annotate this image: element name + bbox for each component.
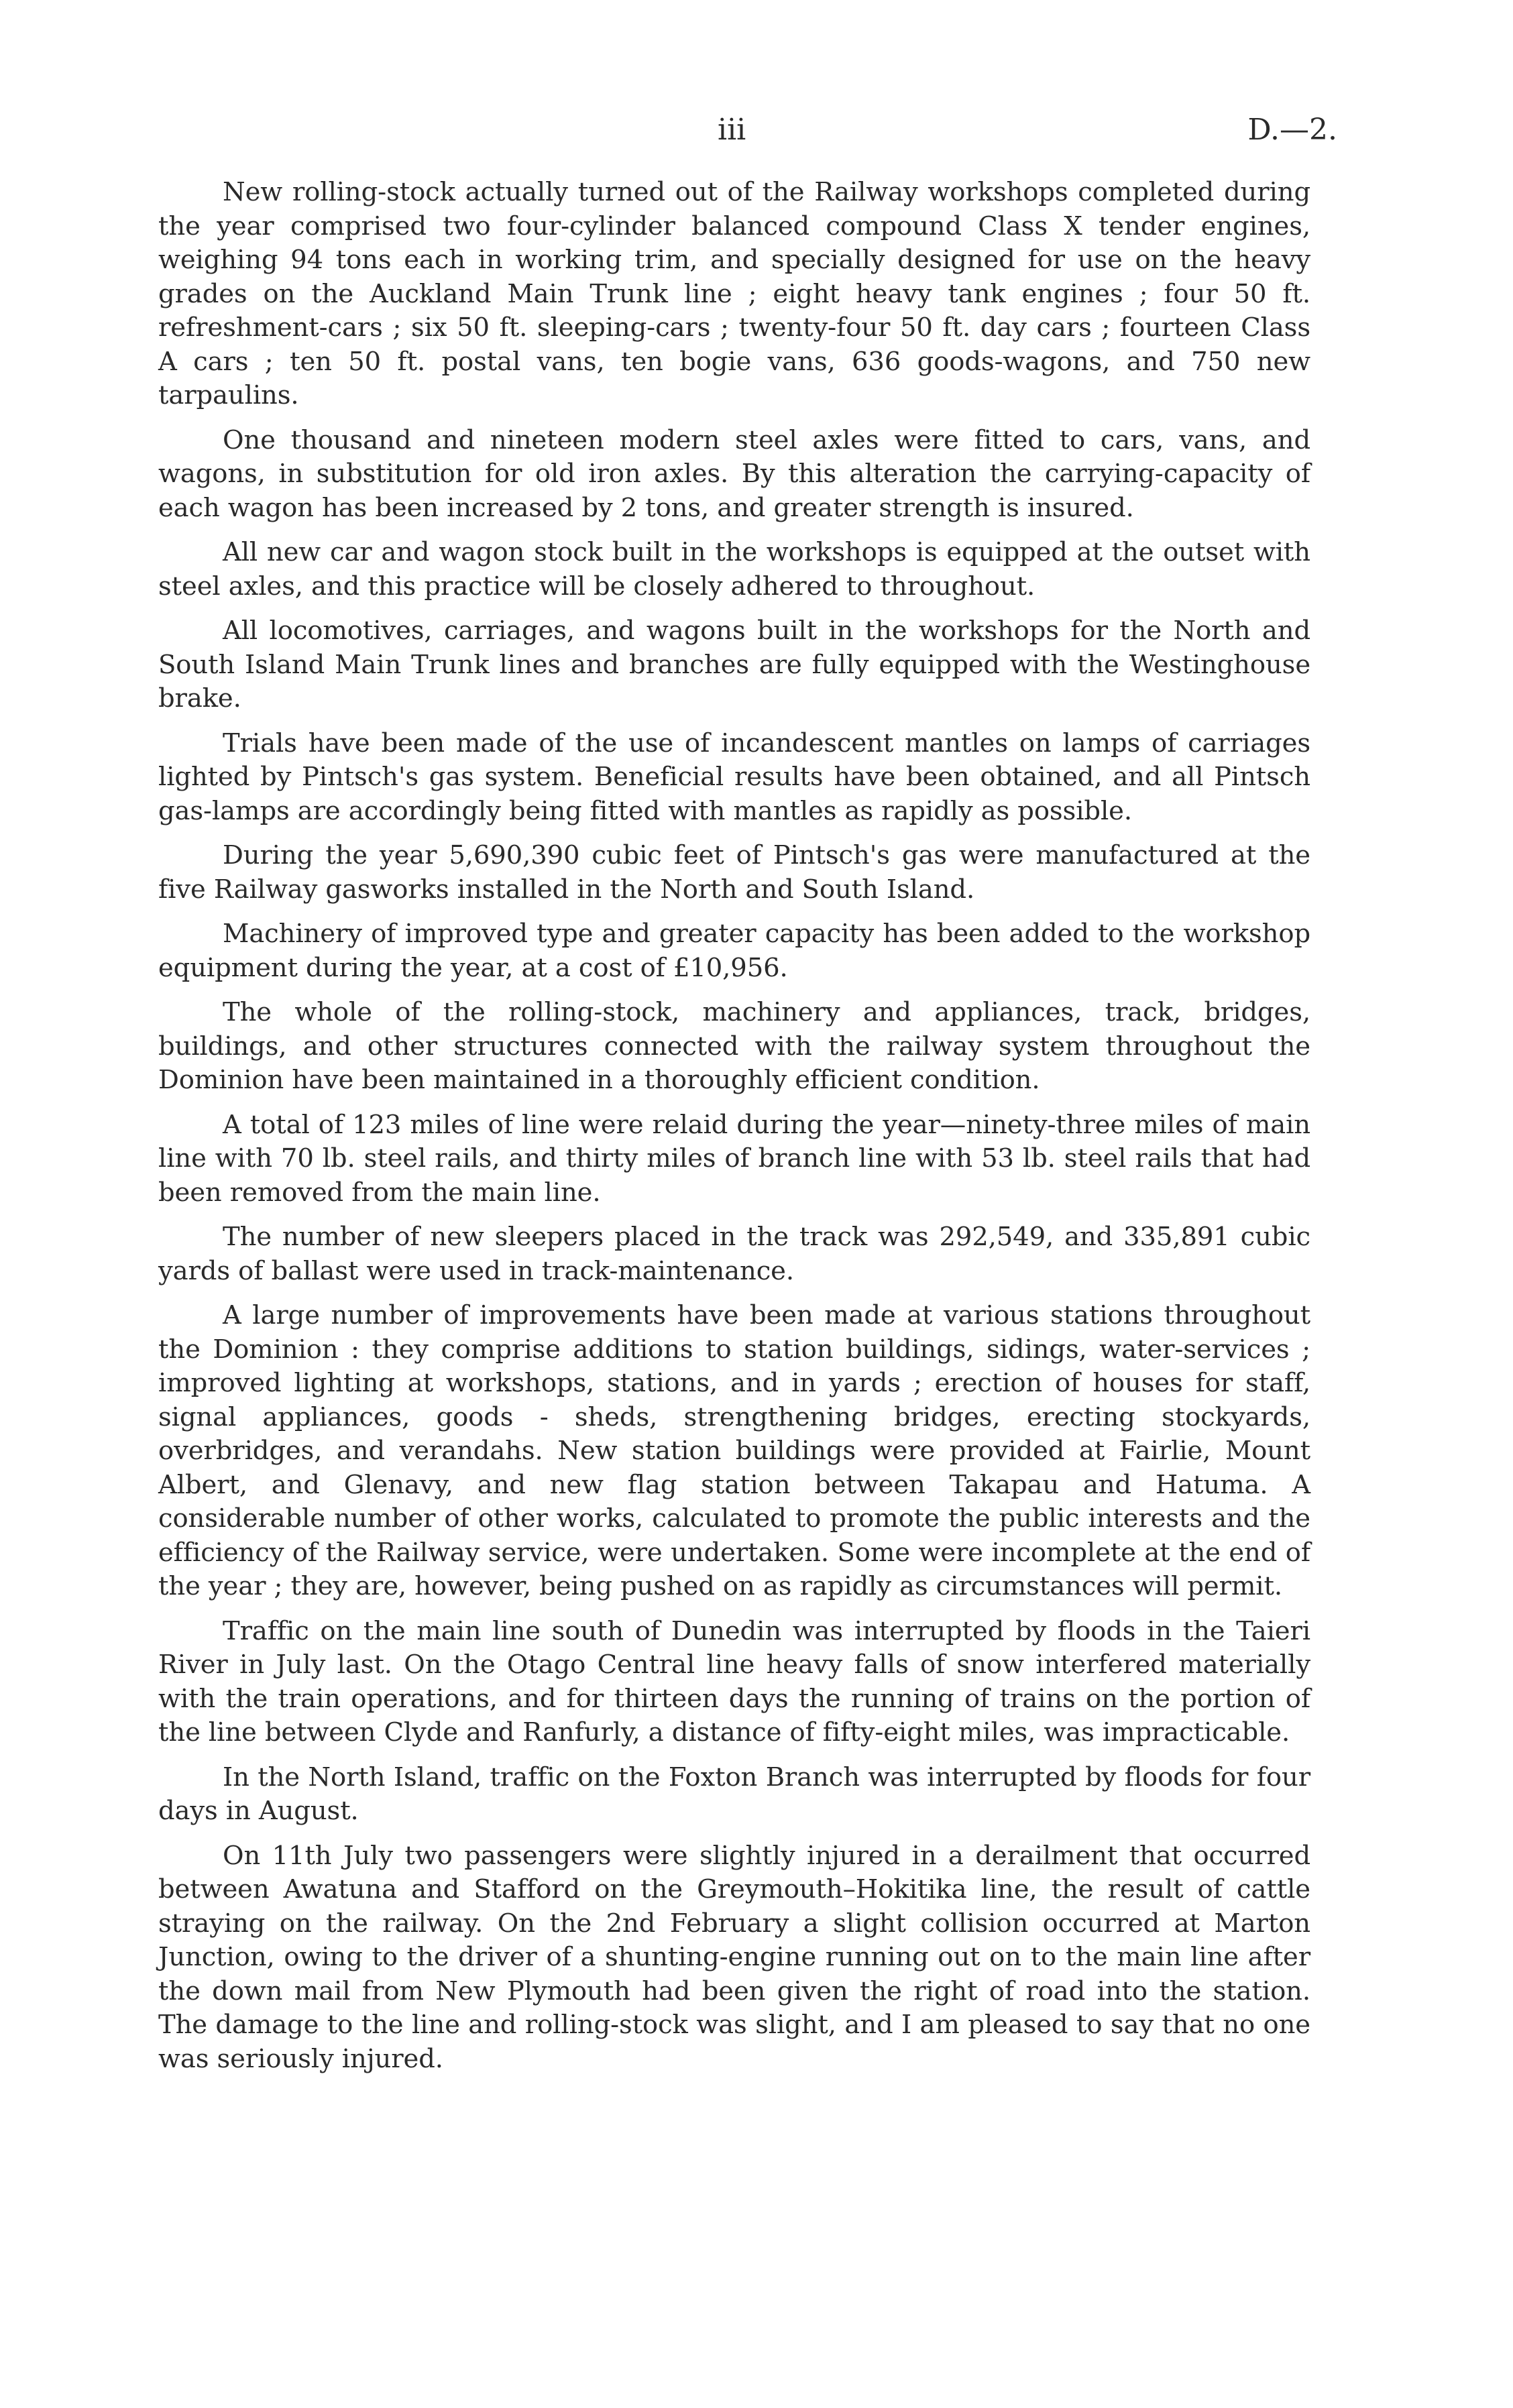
paragraph-foxton-floods: In the North Island, traffic on the Foxton Branch was interrupted by floods for four days in August. [158, 1762, 1310, 1826]
paragraph-accidents: On 11th July two passengers were slightly injured in a derailment that occurred between Awatuna and Stafford on the Greymouth–Hokitika line, the result of cattle straying on the railway. On the 2nd February a slight collision occurred at Marton Junction, owing to the driver of a shunting-engine running out on to the main line after the down mail from New Plymouth had been given the right of road into the station. The damage to the line and rolling-stock was slight, and I am pleased to say that no one was seriously injured. [158, 1840, 1310, 2074]
paragraph-relaid-line: A total of 123 miles of line were relaid during the year—ninety-three miles of main line with 70 lb. steel rails, and thirty miles of branch line with 53 lb. steel rails that had been removed from the main line. [158, 1109, 1310, 1208]
document-reference: D.—2. [1247, 113, 1337, 147]
paragraph-sleepers: The number of new sleepers placed in the track was 292,549, and 335,891 cubic yards of ballast were used in track-maintenance. [158, 1222, 1310, 1286]
paragraph-rolling-stock: New rolling-stock actually turned out of the Railway workshops completed during the year comprised two four-cylinder balanced compound Class X tender engines, weighing 94 tons each in working trim, and specially designed for use on the heavy grades on the Auckland Main Trunk line ; eight heavy tank engines ; four 50 ft. refreshment-cars ; six 50 ft. sleeping-cars ; twenty-four 50 ft. day cars ; fourteen Class A cars ; ten 50 ft. postal vans, ten bogie vans, 636 goods-wagons, and 750 new tarpaulins. [158, 177, 1310, 410]
report-body [158, 176, 1310, 2087]
paragraph-station-improvements: A large number of improvements have been made at various stations throughout the Dominion : they comprise additions to station buildings, sidings, water-services ; improved lighting at workshops, stations, and in yards ; erection of houses for staff, signal appliances, goods - sheds, strengthening bridges, erecting stockyards, overbridges, and verandahs. New station buildings were provided at Fairlie, Mount Albert, and Glenavy, and new flag station between Takapau and Hatuma. A considerable number of other works, calculated to promote the public interests and the efficiency of the Railway service, were undertaken. Some were incomplete at the end of the year ; they are, however, being pushed on as rapidly as circumstances will permit. [158, 1300, 1310, 1601]
paragraph-new-stock-axles: All new car and wagon stock built in the workshops is equipped at the outset with steel axles, and this practice will be closely adhered to throughout. [158, 537, 1310, 601]
paragraph-gas-production: During the year 5,690,390 cubic feet of Pintsch's gas were manufactured at the five Railway gasworks installed in the North and South Island. [158, 840, 1310, 905]
paragraph-gas-mantles: Trials have been made of the use of incandescent mantles on lamps of carriages lighted by Pintsch's gas system. Beneficial results have been obtained, and all Pintsch gas-lamps are accordingly being fitted with mantles as rapidly as possible. [158, 728, 1310, 826]
paragraph-maintenance: The whole of the rolling-stock, machinery and appliances, track, bridges, buildings, and other structures connected with the railway system throughout the Dominion have been maintained in a thoroughly efficient condition. [158, 997, 1310, 1095]
paragraph-westinghouse-brake: All locomotives, carriages, and wagons built in the workshops for the North and South Island Main Trunk lines and branches are fully equipped with the Westinghouse brake. [158, 616, 1310, 713]
paragraph-machinery: Machinery of improved type and greater capacity has been added to the workshop equipment during the year, at a cost of £10,956. [158, 919, 1310, 983]
paragraph-steel-axles: One thousand and nineteen modern steel axles were fitted to cars, vans, and wagons, in substitution for old iron axles. By this alteration the carrying-capacity of each wagon has been increased by 2 tons, and greater strength is insured. [158, 424, 1310, 523]
paragraph-traffic-interruptions: Traffic on the main line south of Dunedin was interrupted by floods in the Taieri River in July last. On the Otago Central line heavy falls of snow interfered materially with the train operations, and for thirteen days the running of trains on the portion of the line between Clyde and Ranfurly, a distance of fifty-eight miles, was impracticable. [158, 1615, 1310, 1747]
page-number: iii [718, 113, 746, 147]
